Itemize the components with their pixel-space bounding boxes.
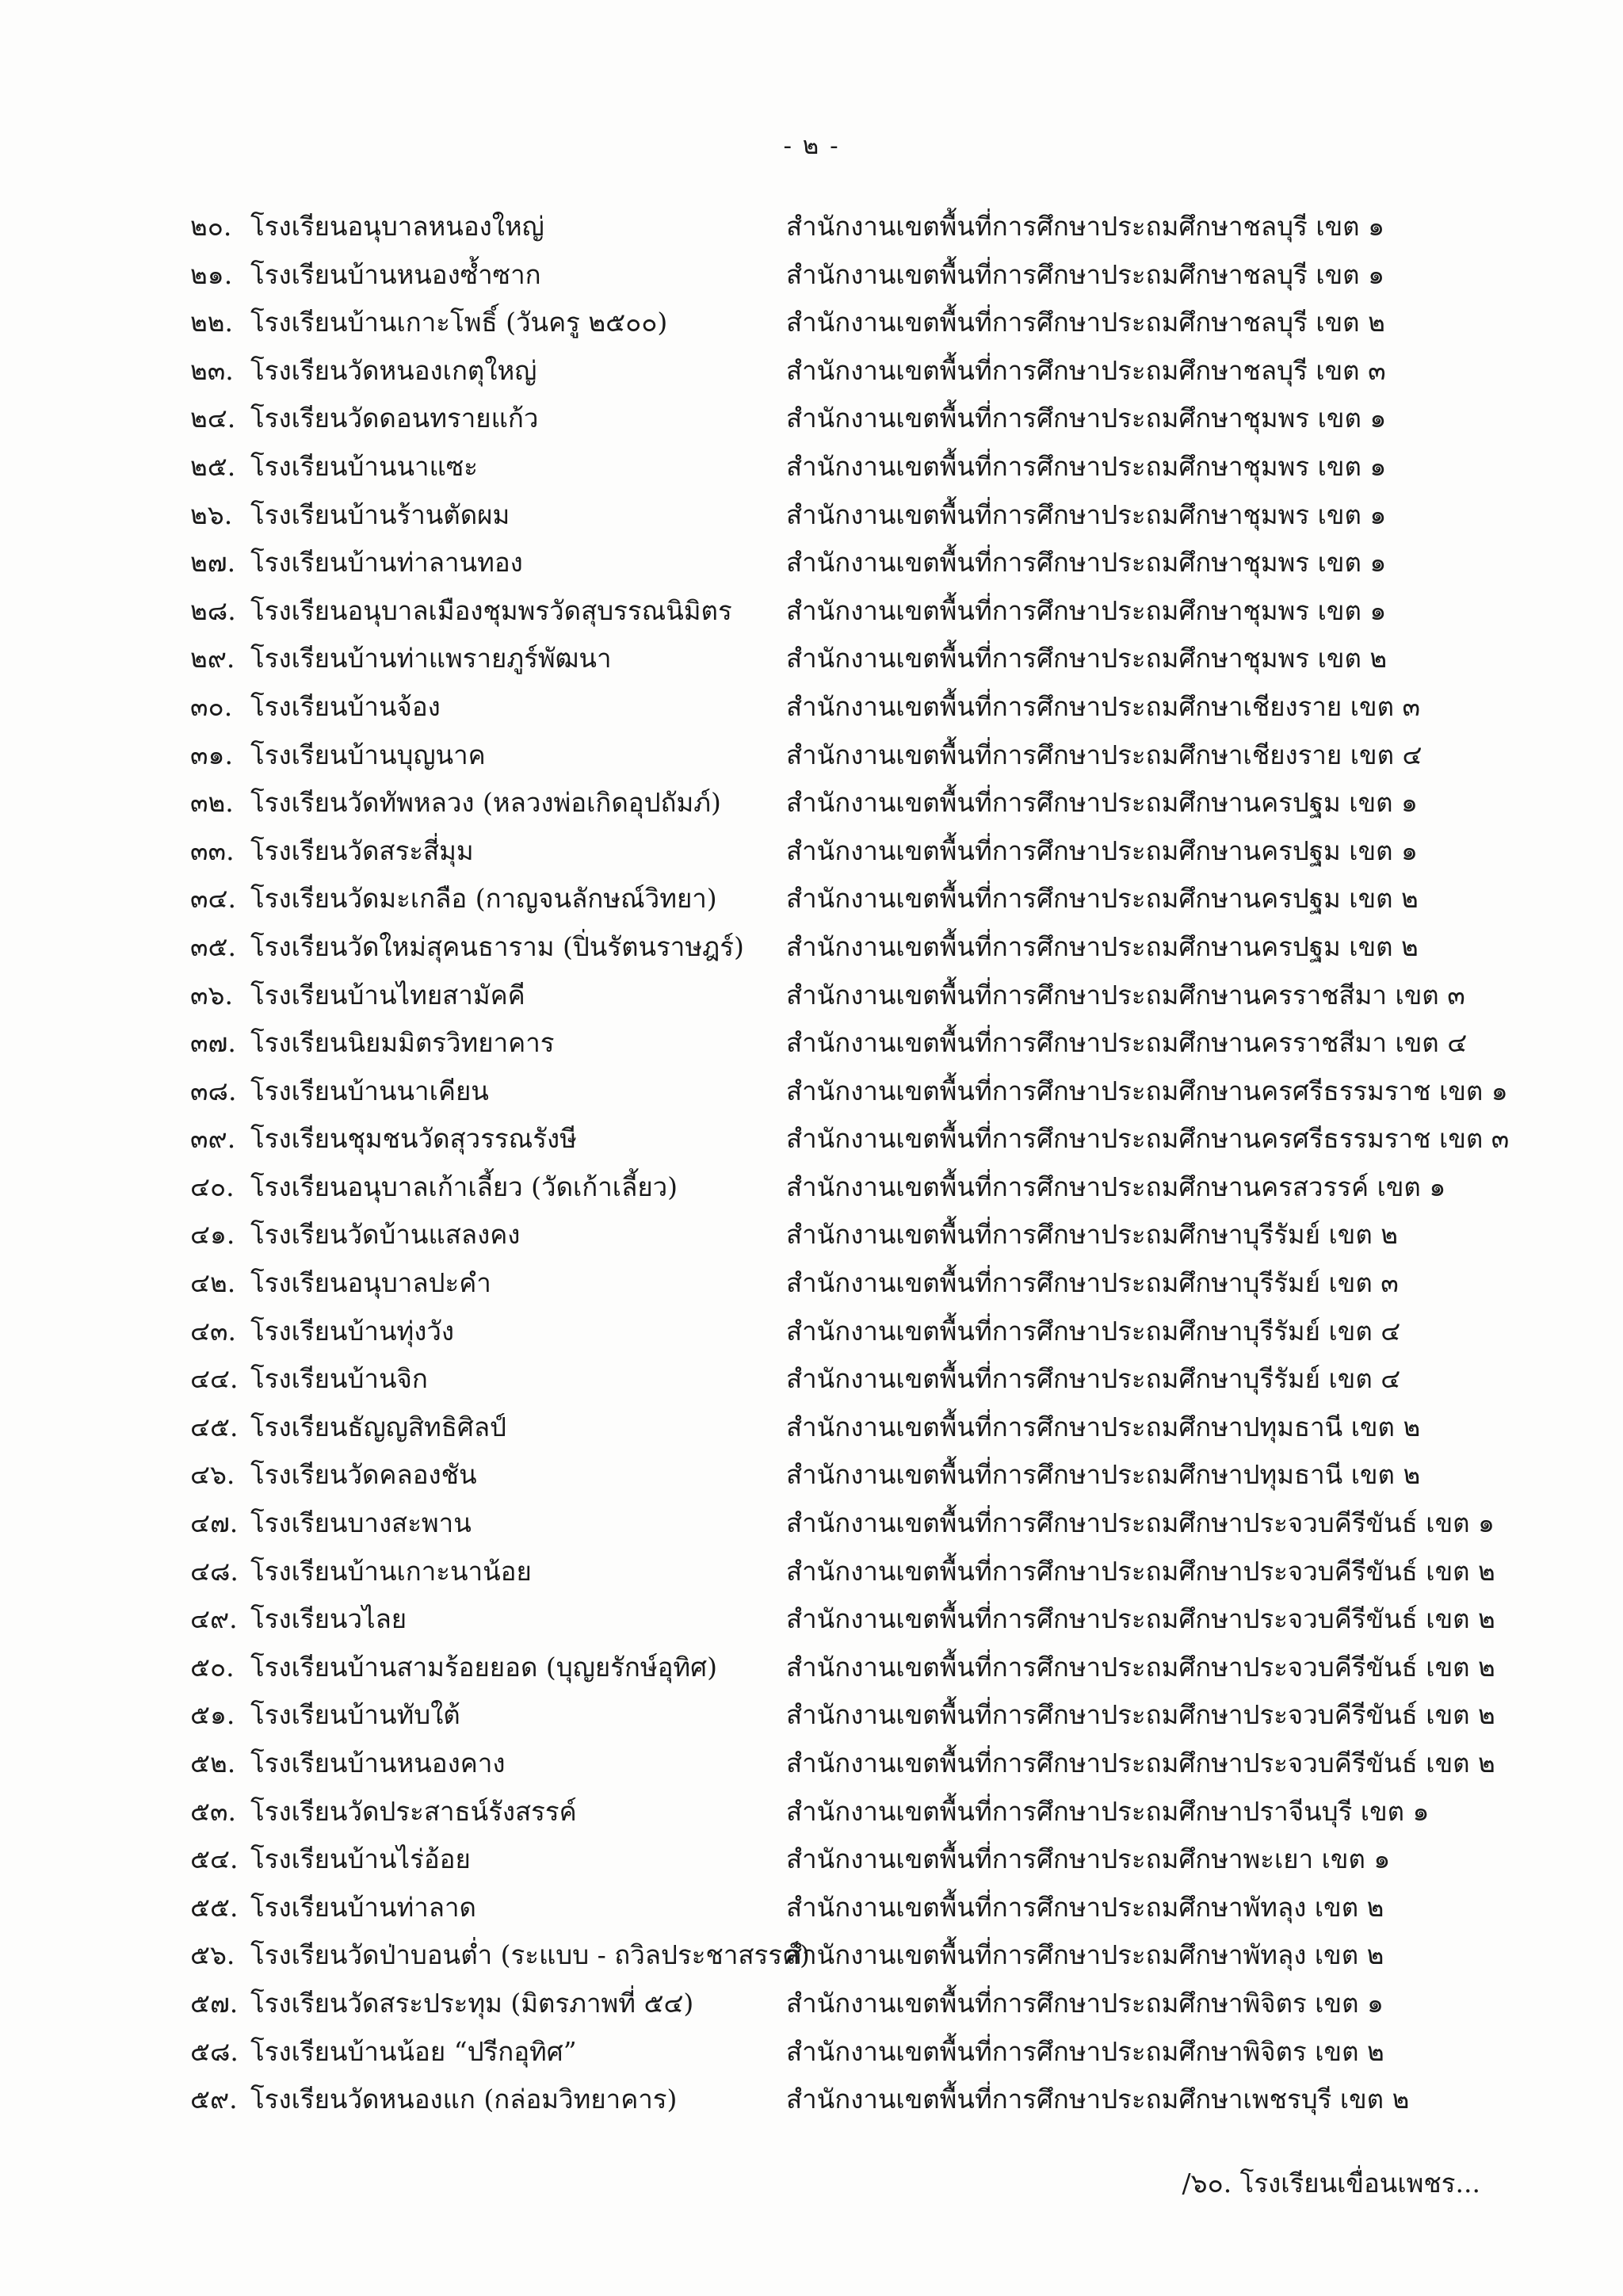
education-office: สำนักงานเขตพื้นที่การศึกษาประถมศึกษาชุมพร เขต ๑ (786, 403, 1387, 434)
item-number: ๕๗. (190, 1987, 239, 2019)
list-item (190, 203, 1601, 251)
education-office: สำนักงานเขตพื้นที่การศึกษาประถมศึกษานครศรีธรรมราช เขต ๓ (786, 1123, 1510, 1155)
education-office: สำนักงานเขตพื้นที่การศึกษาประถมศึกษาบุรีรัมย์ เขต ๓ (786, 1267, 1399, 1299)
item-number: ๒๐. (190, 211, 232, 242)
item-number: ๕๓. (190, 1795, 237, 1827)
item-number: ๓๒. (190, 787, 234, 819)
school-name: โรงเรียนบางสะพาน (250, 1507, 472, 1539)
education-office: สำนักงานเขตพื้นที่การศึกษาประถมศึกษาบุรีรัมย์ เขต ๔ (786, 1315, 1401, 1347)
school-name: โรงเรียนบ้านทุ่งวัง (250, 1315, 455, 1347)
list-item (190, 1211, 1601, 1259)
school-name: โรงเรียนวัดใหม่สุคนธาราม (ปิ่นรัตนราษฎร์) (250, 930, 744, 962)
list-item (190, 1404, 1601, 1452)
item-number: ๒๒. (190, 307, 233, 338)
item-number: ๔๔. (190, 1363, 239, 1395)
item-number: ๔๓. (190, 1315, 237, 1347)
item-number: ๒๖. (190, 499, 233, 530)
item-number: ๔๑. (190, 1219, 235, 1251)
education-office: สำนักงานเขตพื้นที่การศึกษาประถมศึกษานครปฐม เขต ๒ (786, 930, 1419, 962)
list-item (190, 539, 1601, 587)
continuation-note: /๖๐. โรงเรียนเขื่อนเพชร... (1182, 2168, 1480, 2199)
item-number: ๕๕. (190, 1891, 239, 1923)
education-office: สำนักงานเขตพื้นที่การศึกษาประถมศึกษาชลบุรี เขต ๓ (786, 354, 1386, 386)
item-number: ๕๑. (190, 1699, 235, 1731)
education-office: สำนักงานเขตพื้นที่การศึกษาประถมศึกษาชลบุรี เขต ๑ (786, 258, 1385, 290)
education-office: สำนักงานเขตพื้นที่การศึกษาประถมศึกษาพัทลุง เขต ๒ (786, 1939, 1384, 1971)
education-office: สำนักงานเขตพื้นที่การศึกษาประถมศึกษาประจวบคีรีขันธ์ เขต ๒ (786, 1699, 1495, 1731)
school-name: โรงเรียนธัญญสิทธิศิลป์ (250, 1411, 506, 1442)
education-office: สำนักงานเขตพื้นที่การศึกษาประถมศึกษาพิจิตร เขต ๒ (786, 2035, 1384, 2067)
education-office: สำนักงานเขตพื้นที่การศึกษาประถมศึกษาประจวบคีรีขันธ์ เขต ๑ (786, 1507, 1495, 1539)
item-number: ๕๐. (190, 1651, 235, 1683)
list-item (190, 1355, 1601, 1404)
school-name: โรงเรียนอนุบาลหนองใหญ่ (250, 211, 544, 242)
list-item (190, 1163, 1601, 1212)
item-number: ๓๘. (190, 1075, 237, 1106)
school-name: โรงเรียนอนุบาลเมืองชุมพรวัดสุบรรณนิมิตร (250, 594, 732, 626)
education-office: สำนักงานเขตพื้นที่การศึกษาประถมศึกษาประจวบคีรีขันธ์ เขต ๒ (786, 1651, 1495, 1683)
list-item (190, 251, 1601, 300)
school-name: โรงเรียนบ้านนาแซะ (250, 450, 478, 482)
list-item (190, 683, 1601, 732)
school-name: โรงเรียนบ้านบุญนาค (250, 739, 486, 770)
item-number: ๔๗. (190, 1507, 239, 1539)
education-office: สำนักงานเขตพื้นที่การศึกษาประถมศึกษาเชียงราย เขต ๔ (786, 739, 1423, 770)
school-name: โรงเรียนบ้านเกาะนาน้อย (250, 1555, 532, 1587)
school-name: โรงเรียนวัดประสาธน์รังสรรค์ (250, 1795, 577, 1827)
list-item (190, 635, 1601, 683)
education-office: สำนักงานเขตพื้นที่การศึกษาประถมศึกษาพิจิตร เขต ๑ (786, 1987, 1384, 2019)
school-name: โรงเรียนบ้านจิก (250, 1363, 428, 1395)
list-item (190, 1740, 1601, 1788)
education-office: สำนักงานเขตพื้นที่การศึกษาประถมศึกษาชลบุรี เขต ๒ (786, 307, 1385, 338)
item-number: ๕๒. (190, 1748, 236, 1778)
education-office: สำนักงานเขตพื้นที่การศึกษาประถมศึกษานครราชสีมา เขต ๓ (786, 979, 1465, 1010)
education-office: สำนักงานเขตพื้นที่การศึกษาประถมศึกษาประจวบคีรีขันธ์ เขต ๒ (786, 1748, 1495, 1778)
education-office: สำนักงานเขตพื้นที่การศึกษาประถมศึกษาชุมพร เขต ๑ (786, 450, 1387, 482)
item-number: ๒๓. (190, 354, 234, 386)
item-number: ๒๘. (190, 594, 236, 626)
school-name: โรงเรียนบ้านทับใต้ (250, 1699, 460, 1731)
education-office: สำนักงานเขตพื้นที่การศึกษาประถมศึกษาประจวบคีรีขันธ์ เขต ๒ (786, 1603, 1495, 1635)
education-office: สำนักงานเขตพื้นที่การศึกษาประถมศึกษาปราจีนบุรี เขต ๑ (786, 1795, 1430, 1827)
list-item (190, 779, 1601, 827)
school-name: โรงเรียนบ้านร้านตัดผม (250, 499, 510, 530)
school-name: โรงเรียนวัดหนองเกตุใหญ่ (250, 354, 537, 386)
school-name: โรงเรียนวัดสระประทุม (มิตรภาพที่ ๕๔) (250, 1987, 694, 2019)
education-office: สำนักงานเขตพื้นที่การศึกษาประถมศึกษานครสวรรค์ เขต ๑ (786, 1171, 1446, 1202)
item-number: ๕๔. (190, 1843, 239, 1875)
list-item (190, 1019, 1601, 1068)
school-name: โรงเรียนบ้านนาเคียน (250, 1075, 489, 1106)
school-name: โรงเรียนบ้านไร่อ้อย (250, 1843, 471, 1875)
item-number: ๓๗. (190, 1027, 236, 1059)
item-number: ๓๖. (190, 979, 233, 1010)
education-office: สำนักงานเขตพื้นที่การศึกษาประถมศึกษาเชียงราย เขต ๓ (786, 690, 1421, 722)
education-office: สำนักงานเขตพื้นที่การศึกษาประถมศึกษาพะเยา เขต ๑ (786, 1843, 1391, 1875)
item-number: ๒๑. (190, 258, 233, 290)
education-office: สำนักงานเขตพื้นที่การศึกษาประถมศึกษาชุมพร เขต ๑ (786, 499, 1387, 530)
education-office: สำนักงานเขตพื้นที่การศึกษาประถมศึกษาปทุมธานี เขต ๒ (786, 1411, 1421, 1442)
item-number: ๓๔. (190, 883, 237, 915)
list-item (190, 299, 1601, 347)
education-office: สำนักงานเขตพื้นที่การศึกษาประถมศึกษาชุมพร เขต ๒ (786, 643, 1388, 674)
school-name: โรงเรียนบ้านสามร้อยยอด (บุญยรักษ์อุทิศ) (250, 1651, 718, 1683)
item-number: ๕๖. (190, 1939, 235, 1971)
education-office: สำนักงานเขตพื้นที่การศึกษาประถมศึกษาปทุมธานี เขต ๒ (786, 1459, 1421, 1491)
education-office: สำนักงานเขตพื้นที่การศึกษาประถมศึกษาชุมพร เขต ๑ (786, 547, 1387, 579)
education-office: สำนักงานเขตพื้นที่การศึกษาประถมศึกษานครราชสีมา เขต ๔ (786, 1027, 1468, 1059)
list-item (190, 923, 1601, 972)
list-item (190, 347, 1601, 395)
list-item (190, 1644, 1601, 1692)
school-name: โรงเรียนวัดคลองชัน (250, 1459, 477, 1491)
education-office: สำนักงานเขตพื้นที่การศึกษาประถมศึกษานครปฐม เขต ๑ (786, 835, 1418, 866)
item-number: ๒๗. (190, 547, 236, 579)
school-name: โรงเรียนบ้านน้อย “ปรีกอุทิศ” (250, 2035, 577, 2067)
school-name: โรงเรียนอนุบาลเก้าเลี้ยว (วัดเก้าเลี้ยว) (250, 1171, 678, 1202)
education-office: สำนักงานเขตพื้นที่การศึกษาประถมศึกษาบุรีรัมย์ เขต ๔ (786, 1363, 1401, 1395)
item-number: ๒๙. (190, 643, 235, 674)
list-item (190, 1788, 1601, 1836)
list-item (190, 875, 1601, 923)
school-name: โรงเรียนวไลย (250, 1603, 407, 1635)
item-number: ๔๘. (190, 1555, 239, 1587)
list-item (190, 1259, 1601, 1308)
item-number: ๓๑. (190, 739, 233, 770)
list-item (190, 1548, 1601, 1596)
item-number: ๔๖. (190, 1459, 235, 1491)
school-name: โรงเรียนบ้านท่าลานทอง (250, 547, 523, 579)
school-name: โรงเรียนบ้านไทยสามัคคี (250, 979, 525, 1010)
item-number: ๒๕. (190, 450, 236, 482)
list-item (190, 2076, 1601, 2124)
list-item (190, 1115, 1601, 1163)
item-number: ๔๒. (190, 1267, 236, 1299)
school-name: โรงเรียนวัดสระสี่มุม (250, 835, 474, 866)
school-name: โรงเรียนบ้านหนองซ้ำซาก (250, 258, 541, 290)
list-item (190, 2028, 1601, 2076)
list-item (190, 972, 1601, 1020)
school-name: โรงเรียนนิยมมิตรวิทยาคาร (250, 1027, 555, 1059)
school-list (190, 203, 1601, 2124)
item-number: ๔๐. (190, 1171, 235, 1202)
education-office: สำนักงานเขตพื้นที่การศึกษาประถมศึกษานครปฐม เขต ๑ (786, 787, 1418, 819)
education-office: สำนักงานเขตพื้นที่การศึกษาประถมศึกษาชุมพร เขต ๑ (786, 594, 1387, 626)
list-item (190, 827, 1601, 876)
school-name: โรงเรียนอนุบาลปะคำ (250, 1267, 491, 1299)
school-name: โรงเรียนวัดหนองแก (กล่อมวิทยาคาร) (250, 2084, 678, 2115)
item-number: ๓๓. (190, 835, 235, 866)
item-number: ๕๙. (190, 2084, 238, 2115)
list-item (190, 1451, 1601, 1499)
education-office: สำนักงานเขตพื้นที่การศึกษาประถมศึกษาบุรีรัมย์ เขต ๒ (786, 1219, 1399, 1251)
list-item (190, 1499, 1601, 1548)
school-name: โรงเรียนวัดมะเกลือ (กาญจนลักษณ์วิทยา) (250, 883, 717, 915)
item-number: ๓๐. (190, 690, 233, 722)
list-item (190, 491, 1601, 540)
item-number: ๔๕. (190, 1411, 239, 1442)
list-item (190, 1691, 1601, 1740)
list-item (190, 1308, 1601, 1356)
list-item (190, 1980, 1601, 2028)
school-name: โรงเรียนบ้านจ้อง (250, 690, 441, 722)
school-name: โรงเรียนบ้านหนองคาง (250, 1748, 506, 1778)
list-item (190, 1884, 1601, 1932)
school-name: โรงเรียนวัดทัพหลวง (หลวงพ่อเกิดอุปถัมภ์) (250, 787, 721, 819)
list-item (190, 1931, 1601, 1980)
list-item (190, 443, 1601, 491)
item-number: ๒๔. (190, 403, 236, 434)
list-item (190, 395, 1601, 443)
item-number: ๔๙. (190, 1603, 238, 1635)
school-name: โรงเรียนวัดบ้านแสลงคง (250, 1219, 521, 1251)
education-office: สำนักงานเขตพื้นที่การศึกษาประถมศึกษาชลบุรี เขต ๑ (786, 211, 1385, 242)
school-name: โรงเรียนวัดป่าบอนต่ำ (ระแบบ - ถวิลประชาสรรค์) (250, 1939, 810, 1971)
education-office: สำนักงานเขตพื้นที่การศึกษาประถมศึกษาเพชรบุรี เขต ๒ (786, 2084, 1410, 2115)
education-office: สำนักงานเขตพื้นที่การศึกษาประถมศึกษาพัทลุง เขต ๒ (786, 1891, 1384, 1923)
school-name: โรงเรียนบ้านท่าลาด (250, 1891, 476, 1923)
school-name: โรงเรียนวัดดอนทรายแก้ว (250, 403, 539, 434)
list-item (190, 1068, 1601, 1116)
education-office: สำนักงานเขตพื้นที่การศึกษาประถมศึกษานครปฐม เขต ๒ (786, 883, 1419, 915)
list-item (190, 1595, 1601, 1644)
list-item (190, 587, 1601, 636)
list-item (190, 1836, 1601, 1884)
school-name: โรงเรียนบ้านท่าแพรายภูร์พัฒนา (250, 643, 612, 674)
page-number: - ๒ - (783, 132, 840, 160)
item-number: ๓๙. (190, 1123, 236, 1155)
list-item (190, 732, 1601, 780)
item-number: ๕๘. (190, 2035, 239, 2067)
school-name: โรงเรียนบ้านเกาะโพธิ์ (วันครู ๒๕๐๐) (250, 307, 668, 338)
education-office: สำนักงานเขตพื้นที่การศึกษาประถมศึกษานครศรีธรรมราช เขต ๑ (786, 1075, 1508, 1106)
education-office: สำนักงานเขตพื้นที่การศึกษาประถมศึกษาประจวบคีรีขันธ์ เขต ๒ (786, 1555, 1495, 1587)
school-name: โรงเรียนชุมชนวัดสุวรรณรังษี (250, 1123, 577, 1155)
item-number: ๓๕. (190, 930, 237, 962)
